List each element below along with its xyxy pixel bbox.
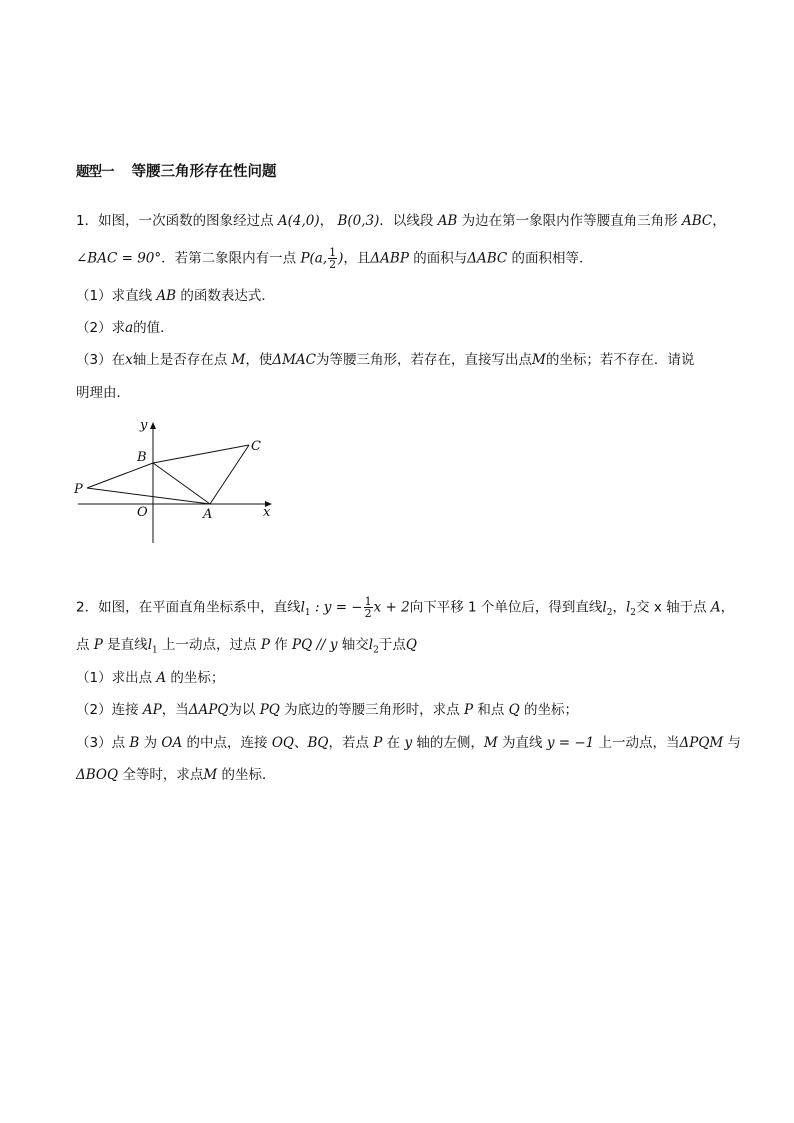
fraction-one-half <box>328 247 337 270</box>
text-q2-P: P <box>93 637 103 653</box>
q1-part-3 <box>76 350 694 370</box>
text-q2-p3-k: 全等时，求点 <box>118 767 204 783</box>
text-q2-p3-BQ: BQ <box>307 735 329 751</box>
text-q1-p3-a: （3）在 <box>76 352 126 368</box>
text-q1-pointP-pre: P(a, <box>300 250 328 267</box>
text-q1-p2-b: 的值． <box>133 320 174 336</box>
text-q1-p3-f: 明理由． <box>76 385 130 401</box>
q1-part-3-cont <box>76 383 130 403</box>
text-q2-p3-l: 的坐标． <box>217 767 276 783</box>
text-q2-l1-b: 向下平移 1 个单位后，得到直线 <box>409 599 603 616</box>
text-q1-p1-b: 的函数表达式． <box>176 288 275 304</box>
text-q2-l2-name: l <box>602 599 607 616</box>
text-q2-p3-e: ，若点 <box>328 735 374 751</box>
text-q2-p2-AP: AP <box>142 702 162 718</box>
q1-part-2 <box>76 318 174 338</box>
q2-part-2 <box>76 700 578 720</box>
text-q2-p3-a: （3）点 <box>76 735 130 751</box>
label-C: C <box>251 439 261 454</box>
text-q2-l1s: 1 <box>152 645 158 656</box>
text-q2-l2-f: 于点 <box>378 637 406 653</box>
text-q2-l1-e: ， <box>720 599 735 616</box>
text-q1-p2-var: a <box>125 320 134 336</box>
text-q2-p3-tri: ΔPQM <box>679 735 724 751</box>
segment-AC <box>210 445 249 504</box>
text-q2-l2n: l <box>368 637 374 653</box>
text-q1-pointB: B(0,3) <box>337 213 380 229</box>
text-q2-A: A <box>710 599 721 616</box>
text-q1-p3-M2: M <box>532 352 546 368</box>
text-q2-p3-B: B <box>129 735 140 751</box>
text-q1-l1-d: ， <box>712 213 726 229</box>
q2-part-3-cont <box>76 765 275 785</box>
text-q2-p3-OQ: OQ <box>271 735 294 751</box>
text-q1-triABP: ΔABP <box>370 250 409 267</box>
label-A: A <box>203 507 213 522</box>
text-q1-l2-d: 的面积相等． <box>507 250 593 267</box>
text-q2-p3-i: 上一动点，当 <box>594 735 680 751</box>
text-q2-p3-g: 轴的左侧， <box>412 735 484 751</box>
text-q1-l2-a: ．若第二象限内有一点 <box>161 250 301 267</box>
q2-line-2 <box>76 635 417 661</box>
text-q1-AB: AB <box>437 213 458 229</box>
text-q1-comma1: ， <box>319 213 334 229</box>
text-q1-angle: ∠BAC = 90° <box>76 250 162 267</box>
text-q1-frac-num: 1 <box>329 246 337 259</box>
segment-BC <box>153 445 249 463</box>
q2-line-1 <box>76 596 734 623</box>
q1-line-2 <box>76 247 593 270</box>
text-q2-p3-M: M <box>483 735 498 751</box>
text-q2-p2-Q: Q <box>508 702 520 718</box>
text-q2-l2-e: 轴交 <box>337 637 369 653</box>
text-q2-l1n: l <box>147 637 153 653</box>
y-axis-arrow <box>150 422 156 429</box>
text-q1-pointP-post: ) <box>338 250 344 267</box>
text-q2-l2-b: 是直线 <box>102 637 148 653</box>
text-q2-p3-f: 在 <box>382 735 405 751</box>
text-q2-l1-eq-sub: 1 <box>304 608 311 619</box>
text-q2-frac-den: 2 <box>364 607 372 620</box>
text-q2-p3-b: 为 <box>139 735 162 751</box>
text-q1-p3-d: 为等腰三角形，若存在，直接写出点 <box>316 352 532 368</box>
text-q1-p1-AB: AB <box>156 288 177 304</box>
q2-part-3 <box>76 733 741 753</box>
text-q2-frac-num: 1 <box>364 595 372 608</box>
text-q1-l2-b: ，且 <box>343 250 371 267</box>
text-q2-P2: P <box>260 637 270 653</box>
label-x: x <box>263 505 271 520</box>
text-q2-Q: Q <box>405 637 417 653</box>
text-q2-p2-a: （2）连接 <box>76 702 143 718</box>
text-q1-p3-c: ，使 <box>245 352 273 368</box>
text-q2-PQy: PQ // y <box>292 637 338 653</box>
text-q2-p3-d: 、 <box>293 735 308 751</box>
text-q1-ABC: ABC <box>681 213 713 229</box>
text-q2-p2-c: 为以 <box>228 702 260 718</box>
text-q1-p3-M: M <box>231 352 246 368</box>
text-q1-l2-c: 的面积与 <box>408 250 468 267</box>
text-q2-l1-c: ， <box>612 599 626 616</box>
text-q2-l2-sub: 2 <box>606 608 613 619</box>
label-P: P <box>74 482 83 497</box>
section-title <box>76 162 277 182</box>
text-q2-number: 2． <box>76 599 99 616</box>
label-B: B <box>137 450 147 465</box>
section-heading: 等腰三角形存在性问题 <box>131 164 277 180</box>
text-q1-p3-tri: ΔMAC <box>272 352 316 368</box>
text-q2-p3-line: y = −1 <box>546 735 595 751</box>
text-q2-p1-a: （1）求出点 <box>76 670 157 686</box>
text-q1-l1-b: ．以线段 <box>379 213 438 229</box>
text-q1-frac-den: 2 <box>329 258 337 271</box>
text-q2-l2-c: 上一动点，过点 <box>157 637 261 653</box>
text-q2-p1-b: 的坐标； <box>166 670 225 686</box>
text-q2-l2-sub-b: 2 <box>630 608 637 619</box>
text-q2-l2-name-b: l <box>625 599 631 616</box>
text-q2-l2-d: 作 <box>269 637 293 653</box>
text-q2-p3-c: 的中点，连接 <box>182 735 272 751</box>
text-q2-p3-j: 与 <box>723 735 742 751</box>
text-q1-pointA: A(4,0) <box>277 213 320 229</box>
text-q1-l1-c: 为边在第一象限内作等腰直角三角形 <box>457 213 682 229</box>
text-q2-p2-P: P <box>463 702 474 718</box>
text-q2-l2s: 2 <box>373 645 379 656</box>
q1-part-1 <box>76 286 275 306</box>
text-q2-p3-P: P <box>373 735 383 751</box>
text-q2-p2-tri: ΔAPQ <box>188 702 229 718</box>
text-q1-p1-a: （1）求直线 <box>76 288 157 304</box>
text-q2-p3-h: 为直线 <box>497 735 547 751</box>
text-q2-p2-PQ: PQ <box>259 702 280 718</box>
text-q2-p3-OA: OA <box>161 735 183 751</box>
section-tag: 题型一 <box>76 164 114 180</box>
text-q2-l2-a: 点 <box>76 637 94 653</box>
q1-line-1 <box>76 211 726 231</box>
text-q2-l1-eq-post: x + 2 <box>373 599 410 616</box>
text-q2-p3-y: y <box>404 735 413 751</box>
text-q1-l1-a: 如图，一次函数的图象经过点 <box>98 213 278 229</box>
text-q1-triABC: ΔABC <box>467 250 508 267</box>
text-q2-l1-eq-pre: l <box>300 599 305 616</box>
text-q1-p3-e: 的坐标；若不存在．请说 <box>545 352 695 368</box>
text-q1-p2-a: （2）求 <box>76 320 126 336</box>
fraction-one-half <box>364 596 373 619</box>
text-q2-p2-f: 的坐标； <box>519 702 578 718</box>
text-q2-p2-e: 和点 <box>473 702 509 718</box>
label-y: y <box>140 418 148 433</box>
text-q1-p3-x: x <box>125 352 133 368</box>
text-q1-p3-b: 轴上是否存在点 <box>132 352 232 368</box>
segment-PB <box>87 463 153 488</box>
text-q2-p2-b: ，当 <box>161 702 189 718</box>
text-q2-l1-d: 交 x 轴于点 <box>636 599 711 616</box>
text-q1-number: 1． <box>76 213 99 229</box>
figure-1-diagram <box>70 415 290 550</box>
label-O: O <box>137 505 148 520</box>
text-q2-l1-eq-mid: : y = − <box>310 599 363 616</box>
text-q2-p2-d: 为底边的等腰三角形时，求点 <box>279 702 464 718</box>
text-q2-p3-M2: M <box>203 767 218 783</box>
q2-part-1 <box>76 668 224 688</box>
text-q2-p1-A: A <box>156 670 167 686</box>
text-q2-p3-tri2: ΔBOQ <box>76 767 119 783</box>
text-q2-l1-a: 如图，在平面直角坐标系中，直线 <box>98 599 301 616</box>
